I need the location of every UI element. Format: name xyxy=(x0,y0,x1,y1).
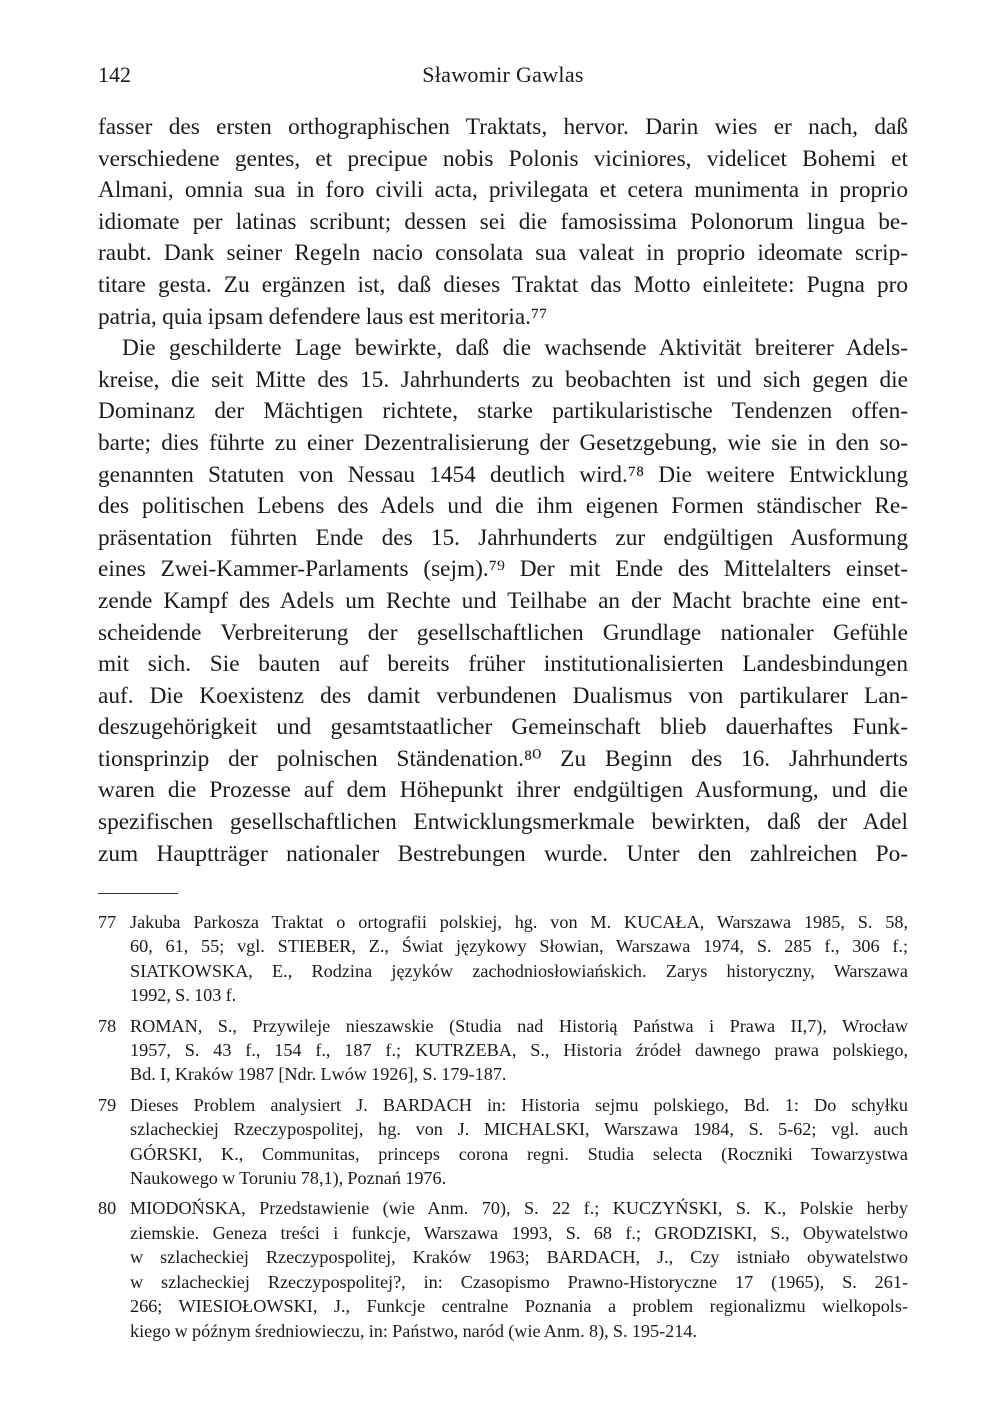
footnote-line: Naukowego w Toruniu 78,1), Poznań 1976. xyxy=(130,1168,447,1189)
text-line: scheidende Verbreiterung der gesellschaftlichen Grundlage nationaler Gefühle xyxy=(98,619,908,646)
text-line: patria, quia ipsam defendere laus est meritoria.⁷⁷ xyxy=(98,303,548,330)
text-line: verschiedene gentes, et precipue nobis Polonis viciniores, videlicet Bohemi et xyxy=(98,145,908,172)
text-line: des politischen Lebens des Adels und die ihm eigenen Formen ständischer Re- xyxy=(98,493,908,520)
footnotes xyxy=(98,910,908,1349)
text-line: tionsprinzip der polnischen Ständenation.⁸⁰ Zu Beginn des 16. Jahrhunderts xyxy=(98,745,908,772)
footnote-line: szlacheckiej Rzeczypospolitej, hg. von J. MICHALSKI, Warszawa 1984, S. 5-62; vgl. auch xyxy=(130,1119,908,1140)
text-line: Dominanz der Mächtigen richtete, starke partikularistische Tendenzen offen- xyxy=(98,398,908,425)
paragraph-2 xyxy=(98,333,908,870)
footnote-line: Bd. I, Kraków 1987 [Ndr. Lwów 1926], S. 179-187. xyxy=(130,1064,507,1085)
footnote-line: Jakuba Parkosza Traktat o ortografii polskiej, hg. von M. KUCAŁA, Warszawa 1985, S. 58, xyxy=(130,912,908,932)
text-line: Almani, omnia sua in foro civili acta, privilegata et cetera munimenta in proprio xyxy=(98,177,908,204)
text-line: kreise, die seit Mitte des 15. Jahrhunderts zu beobachten ist und sich gegen die xyxy=(98,366,908,393)
footnote-number: 80 xyxy=(98,1198,117,1219)
footnote-number: 79 xyxy=(98,1094,117,1115)
footnote-line: 1992, S. 103 f. xyxy=(130,985,237,1006)
text-line: idiomate per latinas scribunt; dessen sei die famosissima Polonorum lingua be- xyxy=(98,208,908,235)
text-line: zum Hauptträger nationaler Bestrebungen wurde. Unter den zahlreichen Po- xyxy=(98,840,908,867)
text-line: mit sich. Sie bauten auf bereits früher institutionalisierten Landesbindungen xyxy=(98,651,908,678)
footnote-line: kiego w późnym średniowieczu, in: Państwo, naród (wie Anm. 8), S. 195-214. xyxy=(130,1320,697,1341)
text-line: barte; dies führte zu einer Dezentralisierung der Gesetzgebung, wie sie in den so- xyxy=(98,429,908,456)
footnote-divider xyxy=(98,893,178,894)
footnote-line: w szlacheckiej Rzeczypospolitej?, in: Czasopismo Prawno-Historyczne 17 (1965), S. 261- xyxy=(130,1271,908,1292)
footnote-77 xyxy=(98,910,908,1008)
footnote-line: w szlacheckiej Rzeczypospolitej, Kraków 1963; BARDACH, J., Czy istniało obywatelstwo xyxy=(130,1247,908,1268)
running-head: Sławomir Gawlas xyxy=(422,62,584,87)
footnote-line: ROMAN, S., Przywileje nieszawskie (Studia nad Historią Państwa i Prawa II,7), Wrocław xyxy=(130,1015,908,1036)
body-text xyxy=(98,112,908,870)
footnote-line: ziemskie. Geneza treści i funkcje, Warszawa 1993, S. 68 f.; GRODZISKI, S., Obywatelstwo xyxy=(130,1222,908,1243)
page-number: 142 xyxy=(98,62,131,87)
footnote-78 xyxy=(98,1014,908,1087)
text-line: zende Kampf des Adels um Rechte und Teilhabe an der Macht brachte eine ent- xyxy=(98,587,908,614)
footnote-number: 77 xyxy=(98,912,117,932)
text-line: genannten Statuten von Nessau 1454 deutlich wird.⁷⁸ Die weitere Entwicklung xyxy=(98,461,908,488)
text-line: spezifischen gesellschaftlichen Entwicklungsmerkmale bewirkten, daß der Adel xyxy=(98,809,908,836)
text-line: waren die Prozesse auf dem Höhepunkt ihrer endgültigen Ausformung, und die xyxy=(98,777,908,804)
footnote-79 xyxy=(98,1093,908,1191)
text-line: titare gesta. Zu ergänzen ist, daß dieses Traktat das Motto einleitete: Pugna pro xyxy=(98,271,908,298)
footnote-number: 78 xyxy=(98,1015,117,1036)
page-header xyxy=(98,62,908,92)
footnote-line: MIODOŃSKA, Przedstawienie (wie Anm. 70), S. 22 f.; KUCZYŃSKI, S. K., Polskie herby xyxy=(130,1198,908,1219)
footnote-line: 60, 61, 55; vgl. STIEBER, Z., Świat językowy Słowian, Warszawa 1974, S. 285 f., 306 f.; xyxy=(130,936,908,957)
text-line: auf. Die Koexistenz des damit verbundenen Dualismus von partikularer Lan- xyxy=(98,682,908,709)
footnote-line: Dieses Problem analysiert J. BARDACH in: Historia sejmu polskiego, Bd. 1: Do schyłku xyxy=(130,1094,908,1115)
text-line: raubt. Dank seiner Regeln nacio consolata sua valeat in proprio ideomate scrip- xyxy=(98,240,908,267)
footnote-line: 266; WIESIOŁOWSKI, J., Funkcje centralne Poznania a problem regionalizmu wielkopols- xyxy=(130,1296,908,1317)
text-line: Die geschilderte Lage bewirkte, daß die wachsende Aktivität breiterer Adels- xyxy=(122,335,908,362)
text-line: deszugehörigkeit und gesamtstaatlicher Gemeinschaft blieb dauerhaftes Funk- xyxy=(98,714,908,741)
text-line: fasser des ersten orthographischen Traktats, hervor. Darin wies er nach, daß xyxy=(98,114,908,140)
text-line: eines Zwei-Kammer-Parlaments (sejm).⁷⁹ Der mit Ende des Mittelalters einset- xyxy=(98,556,908,583)
footnote-80 xyxy=(98,1196,908,1342)
footnote-line: GÓRSKI, K., Communitas, princeps corona regni. Studia selecta (Roczniki Towarzystwa xyxy=(130,1143,908,1164)
text-line: präsentation führten Ende des 15. Jahrhunderts zur endgültigen Ausformung xyxy=(98,524,908,551)
paragraph-1 xyxy=(98,112,908,333)
footnote-line: SIATKOWSKA, E., Rodzina języków zachodniosłowiańskich. Zarys historyczny, Warszawa xyxy=(130,960,908,981)
footnote-line: 1957, S. 43 f., 154 f., 187 f.; KUTRZEBA, S., Historia źródeł dawnego prawa polskiego, xyxy=(130,1040,908,1061)
